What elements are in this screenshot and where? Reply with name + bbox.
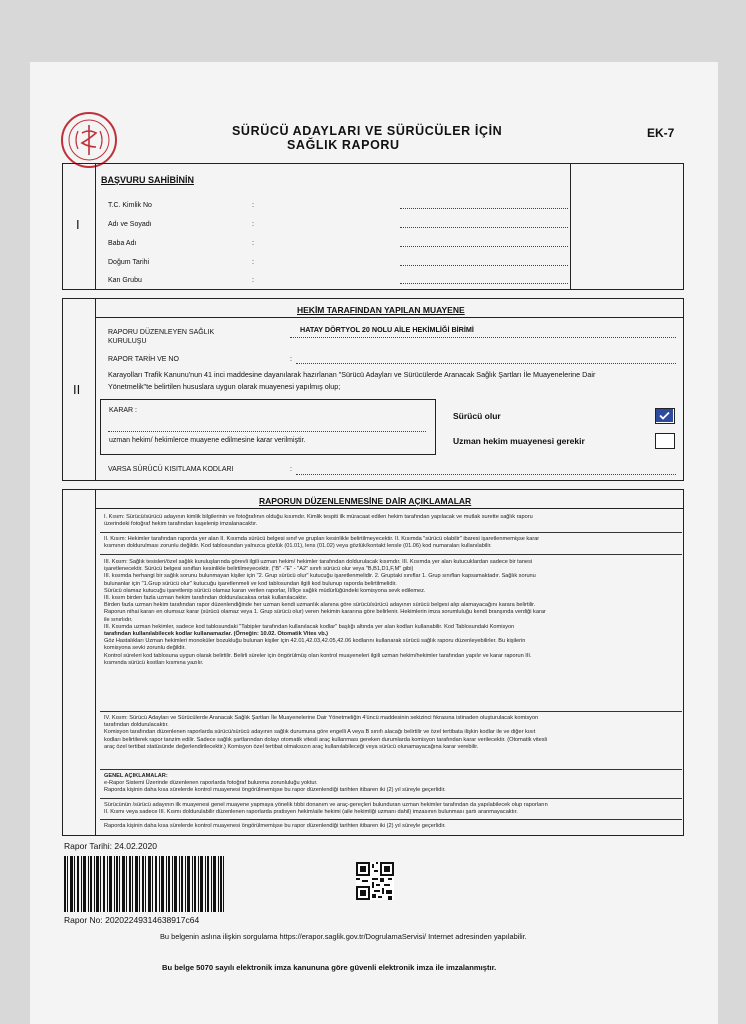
note-part3-line: bulunanlar için "1.Grup sürücü olur" kutucuğu işaretlenmeli ve kod tablosundan ilgili kod bulunup raporda belirtilmelidir. bbox=[104, 580, 397, 587]
note-part3-line: III. Kısım: Sağlık tesisleri/özel sağlık kuruluşlarında görevli ilgili uzman hekim/ hekimler tarafından doldurulacak kısımdır. III. Kısımda yer alan kutucuklardan sadece bir tanesi bbox=[104, 559, 533, 565]
report-title-line2: SAĞLIK RAPORU bbox=[287, 138, 400, 152]
option-driver-ok-checkbox[interactable] bbox=[655, 408, 675, 424]
qr-code-image bbox=[356, 862, 394, 900]
form-code: EK-7 bbox=[647, 126, 675, 140]
report-number: Rapor No: 20202249314638917c64 bbox=[64, 915, 200, 925]
section1-divider bbox=[95, 163, 96, 290]
note-general-line: Raporda kişinin daha kısa sürelerde kontrol muayenesi öngörülmemişse bu rapor düzenlendiği tarihten itibaren iki (2) yıl süreyle geçerlidir. bbox=[104, 787, 446, 794]
section2-roman: II bbox=[73, 382, 81, 397]
note-part1-line: üzerindeki fotoğraf hekim tarafından kaşelenip imzalanacaktır. bbox=[104, 521, 258, 528]
note-separator bbox=[100, 798, 682, 799]
baba-adi-value: : bbox=[252, 240, 254, 247]
note-part3-line: komisyona sevki zorunlu değildir. bbox=[104, 645, 186, 652]
note-part2 bbox=[104, 536, 680, 550]
note-part4-line: Komisyon tarafından düzenlenen raporlarda sürücü/sürücü adayının sağlık durumuna göre engelli A veya B sınıfı alacağı belirtilir ve özel tertibata ilişkin kodlar ile ve diğer kısıt bbox=[104, 729, 536, 736]
report-date: Rapor Tarihi: 24.02.2020 bbox=[64, 841, 157, 851]
note-general-line: e-Rapor Sistemi Üzerinde düzenlenen raporlarda fotoğraf bulunma zorunluluğu yoktur. bbox=[104, 780, 318, 787]
ad-soyad-value: : bbox=[252, 221, 254, 228]
note-general bbox=[104, 773, 680, 795]
note-part6-line: Sürücünün /sürücü adayının ilk muayenesi genel muayene yapmaya yönelik tıbbi donanım ve araç-gereçleri bulunduran uzman hekimler tarafından da yapılabilecek olup raporların bbox=[104, 802, 548, 808]
note-separator bbox=[100, 554, 682, 555]
option-specialist-checkbox[interactable] bbox=[655, 433, 675, 449]
institution-value: HATAY DÖRTYOL 20 NOLU AİLE HEKİMLİĞİ BİRİMİ bbox=[300, 325, 474, 334]
note-part4-line: kodları belirtilerek rapor tanzim edilir. Sadece sağlık şartlarından dolayı otomatik vitesli araç kullanması gereken durumlarda komisyon tarafından karar verilecektir. (Otomatik vitesli bbox=[104, 736, 548, 743]
section3-heading: RAPORUN DÜZENLENMESİNE DAİR AÇIKLAMALAR bbox=[259, 496, 472, 506]
ministry-seal-logo bbox=[60, 111, 118, 169]
note-separator bbox=[100, 532, 682, 533]
note-part3-line: kısmında sürücü kısıtları kısmına yazılır. bbox=[104, 659, 204, 666]
ad-soyad-label: Adı ve Soyadı bbox=[108, 221, 152, 228]
note-part3-line: III. Kısımda uzman hekimler, sadece kod tablosundaki "Tabipler tarafından kullanılacak kodlar" başlığı altında yer alan kodları kullanabilir. Kod Tablosundaki Komisyon bbox=[104, 623, 515, 630]
ad-soyad-line bbox=[400, 227, 568, 228]
report-date-line bbox=[296, 363, 676, 364]
note-part3-line: Raporun nihai kararı en olumsuz karar (sürücü olamaz veya 1. Grup sürücü olur) veren hekimin kararına göre belirlenir. Hekimlerin imza sorumluluğu kendi branşında verdiği karar bbox=[104, 609, 546, 616]
note-part2-line: kısmının doldurulması zorunlu değildir. Kod tablosundan yalnızca gözlük (01.01), lens (01.02) veya gözlük/kontakt lensle (01.06) kod numaraları kullanılabilir. bbox=[104, 543, 492, 550]
note-part1-line: I. Kısım: Sürücü/sürücü adayının kimlik bilgilerinin ve fotoğrafının olduğu kısımdır. Kimlik tespiti ilk müracaat edilen hekim tarafından yapılacak ve mutlak surette sağlık raporu bbox=[104, 514, 533, 520]
section2-heading-line bbox=[95, 317, 684, 318]
tc-kimlik-label: T.C. Kimlik No bbox=[108, 202, 152, 209]
note-general-heading: GENEL AÇIKLAMALAR: bbox=[104, 773, 168, 779]
barcode-image bbox=[64, 856, 224, 912]
institution-label-1: RAPORU DÜZENLEYEN SAĞLIK bbox=[108, 329, 215, 336]
karar-note: uzman hekim/ hekimlerce muayene edilmesine karar verilmiştir. bbox=[109, 437, 306, 444]
note-part2-line: II. Kısım: Hekimler tarafından raporda yer alan II. Kısımda sürücü belgesi sınıf ve grupları kesinlikle belirtilmeyecektir. II. Kısımda "sürücü olabilir" ibaresi işaretlenmemişse karar bbox=[104, 536, 540, 542]
note-part3-line: Sürücü olamaz kutucuğu işaretlenip sürücü olamaz kararı verilen raporlar, İl/İlçe sağlık müdürlüğündeki komisyona sevk edilemez. bbox=[104, 587, 426, 594]
esignature-text: Bu belge 5070 sayılı elektronik imza kanununa göre güvenli elektronik imza ile imzalanmıştır. bbox=[162, 963, 497, 972]
note-separator bbox=[100, 711, 682, 712]
note-part1 bbox=[104, 514, 680, 528]
note-part3-line: III. kısım birden fazla uzman hekim tarafından doldurulacaksa ortak kullanılacaktır. bbox=[104, 595, 308, 602]
note-part7-line: Raporda kişinin daha kısa sürelerde kontrol muayenesi öngörülmemişse bu rapor düzenlendiği tarihten itibaren iki (2) yıl süreyle geçerlidir. bbox=[104, 823, 446, 829]
kan-grubu-line bbox=[400, 283, 568, 284]
note-part4-line: araç özel tertibat statüsünde değerlendirilecektir.) Komisyon özel tertibat olmaksızın araç kullanılabileceği veya sürücü olunamayacağına karar verebilir. bbox=[104, 743, 479, 750]
verification-text: Bu belgenin aslına ilişkin sorgulama https://erapor.saglik.gov.tr/DogrulamaServisi/ Internet adresinden yapılabilir. bbox=[160, 932, 527, 941]
section1-heading: BAŞVURU SAHİBİNİN bbox=[101, 175, 195, 185]
note-part3-line: işaretlenecektir. Sürücü belgesi sınıfları kesinlikle belirtilmeyecektir. ("B" -"E" - "A2" sınıfı sürücü olur veya "B,B1,D1,F,M" gibi) bbox=[104, 566, 414, 573]
section2-heading: HEKİM TARAFINDAN YAPILAN MUAYENE bbox=[297, 305, 465, 315]
note-separator bbox=[100, 769, 682, 770]
institution-label-2: KURULUŞU bbox=[108, 338, 147, 345]
note-part4 bbox=[104, 715, 680, 751]
checkmark-icon bbox=[656, 409, 673, 422]
note-part3-line: Kontrol süreleri kod tablosuna uygun olarak belirtilir. Belirli süreler için öngörülmüş olan kontrol muayeneleri ilgili uzman hekim/hekimler tarafından yapılır ve karar raporun III. bbox=[104, 652, 532, 659]
section1-roman: I bbox=[76, 217, 80, 232]
note-part3-line: tarafından kullanılabilecek kodlar kullanamazlar. (Örneğin: 10.02. Otomatik Vites vb.) bbox=[104, 631, 329, 638]
option-driver-ok-label: Sürücü olur bbox=[453, 411, 501, 421]
dogum-tarihi-line bbox=[400, 265, 568, 266]
kan-grubu-value: : bbox=[252, 277, 254, 284]
section2-divider bbox=[95, 298, 96, 481]
karar-label: KARAR : bbox=[109, 407, 138, 414]
institution-line bbox=[290, 337, 676, 338]
note-part7 bbox=[104, 823, 680, 830]
note-part4-line: IV. Kısım: Sürücü Adayları ve Sürücülerde Aranacak Sağlık Şartları İle Muayenelerine Dair Yönetmeliğin 4'üncü maddesinin sekizinci fıkrasına istinaden oluşturulacak komisyon bbox=[104, 715, 539, 721]
option-specialist-label: Uzman hekim muayenesi gerekir bbox=[453, 436, 585, 446]
report-title-line1: SÜRÜCÜ ADAYLARI VE SÜRÜCÜLER İÇİN bbox=[232, 124, 503, 138]
note-part3-line: III. kısımda herhangi bir sağlık sorunu bulunmayan kişiler için "2. Grup sürücü olur" kutucuğu işaretlenmelidir. 2. Gruptaki sınıflar 1. Grup sınıfları kapsamaktadır. Sağlık sorunu bbox=[104, 573, 536, 580]
note-part3-line: Göz Hastalıkları Uzman hekimleri monoküler bozukluğu bulunan kişiler için 42.01,42.03,42.05,42.06 kodlarını kullanarak sürücü sağlık raporu düzenleyebilirler. Bu kişilerin bbox=[104, 638, 526, 645]
baba-adi-line bbox=[400, 246, 568, 247]
law-text-line1: Karayolları Trafik Kanunu'nun 41 inci maddesine dayanılarak hazırlanan "Sürücü Adayları ve Sürücülerde Aranacak Sağlık Şartları İle Muayenelerine Dair bbox=[108, 370, 596, 379]
tc-kimlik-line bbox=[400, 208, 568, 209]
note-part3-line: ile sınırlıdır. bbox=[104, 616, 133, 623]
section3-divider bbox=[95, 489, 96, 836]
kan-grubu-label: Kan Grubu bbox=[108, 277, 142, 284]
karar-box bbox=[100, 399, 436, 455]
restriction-line bbox=[296, 474, 676, 475]
law-text-line2: Yönetmelik"te belirtilen hususlara uygun olarak muayenesi yapılmış olup; bbox=[108, 382, 341, 391]
note-part6-line: II. Kısmı veya sadece III. Kısmı doldurulabilir düzenlenen raporlarda pratisyen hekim/aile hekimi (aile hekimliği uzmanı dahil) imzasının bulunması şartı aranmayacaktır. bbox=[104, 809, 518, 816]
tc-kimlik-value: : bbox=[252, 202, 254, 209]
baba-adi-label: Baba Adı bbox=[108, 240, 137, 247]
restriction-label: VARSA SÜRÜCÜ KISITLAMA KODLARI bbox=[108, 466, 234, 473]
restriction-value: : bbox=[290, 466, 292, 473]
note-part3-line: Birden fazla uzman hekim tarafından rapor düzenlendiğinde her uzman kendi uzmanlık alanına göre sürücü/sürücü adayının sürücü belgesi alıp alamayacağını karara belirtilir. bbox=[104, 602, 536, 609]
photo-area bbox=[570, 163, 571, 290]
report-date-label: RAPOR TARİH VE NO bbox=[108, 356, 179, 363]
note-part4-line: tarafından doldurulacaktır. bbox=[104, 722, 169, 729]
section3-heading-line bbox=[95, 508, 684, 509]
dogum-tarihi-value: : bbox=[252, 259, 254, 266]
karar-line bbox=[108, 431, 426, 432]
note-part3 bbox=[104, 559, 680, 667]
report-date-value: : bbox=[290, 356, 292, 363]
note-part6 bbox=[104, 802, 680, 816]
note-separator bbox=[100, 819, 682, 820]
dogum-tarihi-label: Doğum Tarihi bbox=[108, 259, 150, 266]
